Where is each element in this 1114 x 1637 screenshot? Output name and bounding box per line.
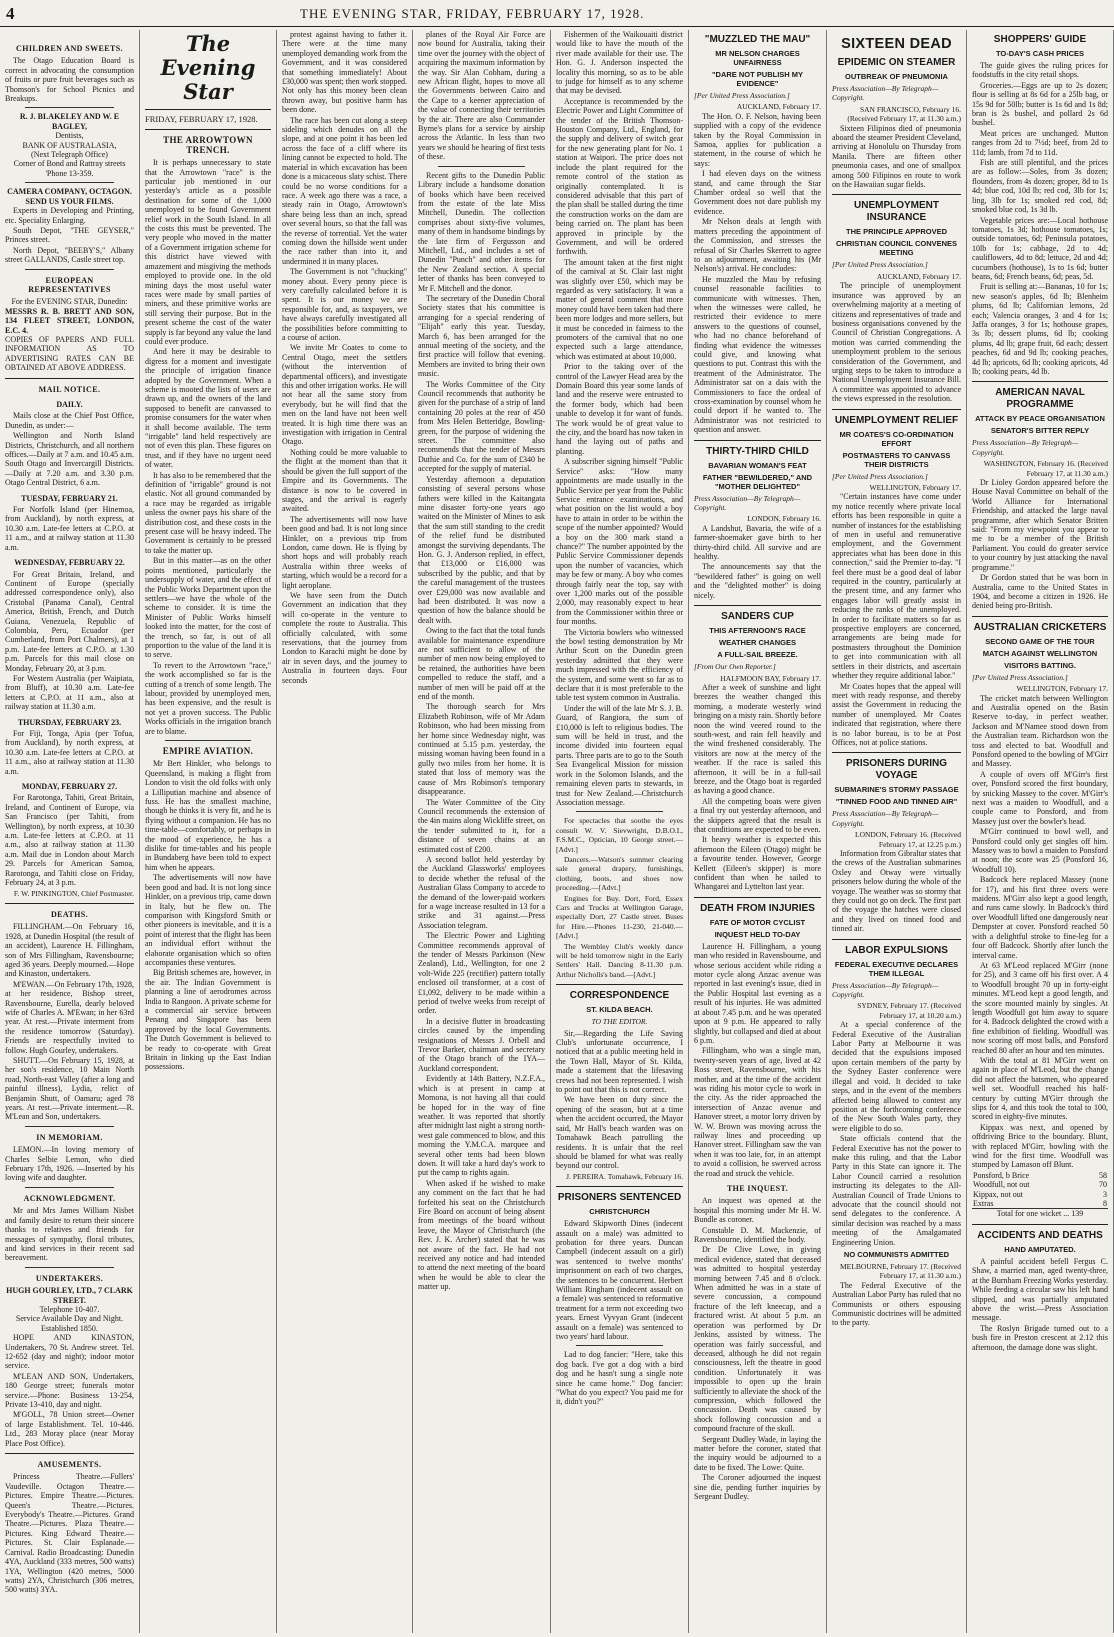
advertisement: Dancers.—Watson's summer clearing sale general drapery, furnishings, clothing, boots, and shoes now proceeding.—[Advt.] [556, 854, 683, 893]
relief-subtitle: POSTMASTERS TO CANVASS THEIR DISTRICTS [842, 450, 951, 469]
guide-paragraph: Fruit is selling at:—Bananas, 10 for 1s; new season's apples, 6d lb; Blenheim plums, 6d lb; Californian lemons, 2d each; Valencia oranges, 3 and 4 for 1s; Jaffa oranges, 3 for 1s; hothouse grapes, 3s lb; dessert plums, 6d lb; cooking plums, 4d lb; grape fruit, 6d each; dessert peaches, 6d and 9d lb; cooking peaches, 4d lb; apricots, 6d lb; cooking apricots, 4d lb; cooking pears, 4d lb. [972, 282, 1108, 376]
scorecard-row: Woodfull, not out 70 [973, 1180, 1107, 1190]
news-paragraph: A couple of overs off M'Girr's first over, Ponsford scored the first boundary, by snicking Massey to the cover. M'Girr's next was a maiden to Woodfull, and a couple came to Ponsford, and from Massey just over the bowler's head. [972, 769, 1108, 826]
column-2 [140, 30, 277, 1633]
source-line: Press Association—By Telegraph—Copyright. [832, 980, 939, 1000]
news-paragraph: "Certain instances have come under my notice recently where private local efforts has been responsible in quite a number of instances for the establishing of men in useful and remunerative employment, and the Government appreciates what has been done in this connection," said the Premier to-day. "I feel there must be a good deal of labor required in the country, particularly at the present time, and any farmer who engages labor will greatly assist in reducing the ranks of the unemployed. In order to facilitate matters so far as prospective employers are concerned, arrangements are being made for postmasters throughout the Dominion to get into communication with all settlers in their districts, and ascertain whether they require additional labor." [832, 492, 961, 681]
muzzled-quote: "DARE NOT PUBLISH MY EVIDENCE" [711, 70, 804, 88]
news-paragraph: Mr Coates hopes that the appeal will meet with ready response, and thereby assist the Government in reducing the number of unemployed. Mr Coates indicated that registration, where there is no labor bureau, is to be at Post Offices, not at police stations. [832, 681, 961, 747]
news-paragraph: All the competing boats were given a final try out yesterday afternoon, and the skippers agreed that the result is that conditions are expected to be even. [694, 796, 821, 834]
scorecard-row: Kippax, not out 3 [973, 1189, 1107, 1199]
blakeley-ad: R. J. BLAKELEY AND W. E BAGLEY, Dentists, BANK OF AUSTRALASIA, (Next Telegraph Office) Corner of Bond and Rattray streets 'Phone 13-359. [13, 112, 126, 178]
children-text: The Otago Education Board is correct in advocating the consumption of fruits or pure fruit beverages such as Thomson's for School Picnics and Breakups. [5, 56, 134, 104]
acknowledgment-section: ACKNOWLEDGMENT. Mr and Mrs James William Nisbet and family desire to return their sincere thanks to relatives and friends for messages of sympathy, floral tributes, and kind services in their recent sad bereavement. [5, 1193, 134, 1263]
news-paragraph: Fishermen of the Waikouaiti district would like to have the mouth of the river made available for their use. The Hon. G. J. Anderson inspected the locality this morning, so as to be able to judge for himself as to any scheme that may be devised. [556, 30, 683, 96]
news-paragraph: Sergeant Dudley Wade, in laying the matter before the coroner, stated that the inquiry would be adjourned to a date to be fixed. The Lowe: Quite. [694, 1434, 821, 1472]
thirty-third-quote: FATHER "BEWILDERED," AND "MOTHER DELIGHTED" [702, 472, 813, 491]
aviation-paragraph: Big British schemes are, however, in the air. The Indian Government is planning a line of aerodromes across India to Rangoon. A private scheme for a commercial air service between Penang and Singapore has been approved by the local Governments. The Dutch Government is believed to be ready to co-operate with Great Britain in linking up the East Indian possessions. [145, 968, 271, 1072]
sanders-subtitle: WEATHER CHANGES [719, 638, 796, 648]
column-5 [551, 30, 689, 1633]
news-paragraph: It heavy weather is expected this afternoon the Eileen (Otago) might be a favourite tender. However, George Kellett (Eileen's skipper) is more confident than when he sailed to Whangarei and Lyttelton last year. [694, 835, 821, 892]
column-7 [827, 30, 967, 1633]
letter-paragraph: We have been on duty since the opening of the season, but at a time when the accident occurred, the Mayor said, Mr Hall's beach warden was on Tomahawk Beach patrolling the residents. It is unfair that the reel should be blamed for what was really beyond our control. [556, 1095, 683, 1171]
unemployment-subtitle: CHRISTIAN COUNCIL CONVENES MEETING [835, 239, 958, 258]
accidents-title: ACCIDENTS AND DEATHS [977, 1229, 1103, 1241]
dateline: WASHINGTON, February 16. (Received February 17, at 11.30 a.m.) [983, 459, 1108, 478]
naval-subtitle: ATTACK BY PEACE ORGANISATION [975, 414, 1105, 424]
dateline: AUCKLAND, February 17. [876, 271, 961, 281]
inquest-title: THE INQUEST. [726, 1184, 789, 1193]
prisoners-sentenced-subtitle: CHRISTCHURCH [589, 1207, 650, 1217]
sixteen-subtitle: OUTBREAK OF PNEUMONIA [845, 72, 948, 81]
injuries-subtitle: INQUEST HELD TO-DAY [714, 929, 801, 939]
accidents-subtitle: HAND AMPUTATED. [1004, 1244, 1076, 1254]
source-line: [Per United Press Association.] [694, 91, 790, 100]
labor-expulsions-title: LABOR EXPULSIONS [845, 944, 948, 956]
source-line: [Per United Press Association.] [972, 672, 1068, 682]
amusements-section: AMUSEMENTS. Princess Theatre.—Fullers' Vaudeville. Octagon Theatre.—Pictures. Empire Theatre.—Pictures. Queen's Theatre.—Pictures. Everybody's Theatre.—Pictures. Grand Theatre.—Pictures. Plaza Theatre.—Pictures. King Edward Theatre.—Pictures. St. Clair Esplanade.—Carnival. Radio Broadcasting: Dunedin 4YA, Auckland (333 metres, 500 watts) 1YA, Wellington (420 metres, 5000 watts) 2YA, Christchurch (306 metres, 500 watts) 3YA. [5, 1460, 134, 1595]
news-paragraph: The principle of unemployment insurance was approved by an overwhelming majority at a meeting of citizens and representatives of trade and business organisations convened by the Council of Christian Congregations. A motion was carried commending the unemployment problem to the serious consideration of the Government, and urging steps to be taken to introduce a National Unemployment Insurance Bill. A committee was appointed to advance the views expressed in the resolution. [832, 281, 961, 404]
guide-paragraph: Groceries.—Eggs are up to 2s dozen; flour is selling at 8s 6d for a 25lb bag, or 15s 9d for 50lb; butter is 1s 6d and 1s 8d; bran is 2s bushel, and pollard 2s 6d bushel. [972, 80, 1108, 128]
no-communists-title: NO COMMUNISTS ADMITTED [843, 1250, 950, 1259]
source-line: Press Association—By Telegraph—Copyright. [832, 84, 939, 103]
article-paragraph: The race has been cut along a steep sideling which denudes on all the slope, and at one point it has been led across the face of a cliff where its lining cannot be expected to hold. The material in which excavation has been done is a micaceous slaty schist. There could be no worse conditions for a race. A week ago there was a race, a steady rain in Otago, Arrowtown's share being less than an inch, spread over several hours, so that the fall was the reverse of torrential. Yet the water coming down the hillside went under the race rather than into it, and undermined it in many places. [282, 115, 407, 266]
aviation-paragraph: The advertisements will now have been good and bad. It is not long since Hinkler, on a previous trip, came down in Italy, but he flew on. The comparison with Kingsford Smith or other pioneers is inevitable, and it is a point of interest that the flight has been an individual effort without the elaborate organisation which so often accompanies these ventures. [145, 873, 271, 967]
source-line: [From Our Own Reporter.] [694, 662, 776, 672]
shoppers-guide-title: SHOPPERS' GUIDE [993, 34, 1087, 45]
news-paragraph: Dr De Clive Lowe, in giving medical evidence, stated that deceased was admitted to hospital yesterday morning between 7.45 and 8 o'clock. When admitted he was in a state of severe concussion, a compound fracture of the left kneecap, and a fractured wrist. At about 5 p.m. an operation was performed by Dr Jenkins, assisted by witness. The operation was fairly successful, and deceased, although he did not regain consciousness, left the theatre in good condition. Unfortunately it was impossible to open up the brain sufficiently to alleviate the shock of the compression, which followed the concussion. Death was caused by shock following concussion and a compound fracture of the skull. [694, 1245, 821, 1434]
aviation-paragraph: Mr Bert Hinkler, who belongs to Queensland, is making a flight from London to visit the old folks with only a Lilliputian machine and absence of fuss. He has the smallest machine, though he thinks it is very fit, and he is flying without a companion. He has no time-table—comfortably, or perhaps in the mood of experience, he has a dislike for time-tables and his people in Bundaberg have been told to expect him when he appears. [145, 759, 271, 872]
dateline: SYDNEY, February 17. (Received February 17, at 10.20 a.m.) [857, 1001, 961, 1020]
news-paragraph: Information from Gibraltar states that the crews of the Australian submarines Oxley and Otway were virtually prisoners below during the whole of the voyage. The weather was so stormy that they could not go on deck. The first part of the voyage the hatches were closed and they lived on tinned food and tinned air. [832, 848, 961, 934]
sanders-cup-title: SANDERS CUP [721, 611, 794, 623]
guide-paragraph: Fish are still plentiful, and the prices are as follow:—Soles, from 3s dozen; flounders, from 4s dozen; groper, 8d to 1s 4d; blue cod, 10d lb; red cod, 3lb for 1s; ling, 3lb for 1s; smoked red cod, 8d; smoked blue cod, 1s 3d lb. [972, 158, 1108, 215]
unemployment-insurance-title: UNEMPLOYMENT INSURANCE [854, 200, 939, 224]
cricket-subtitle: MATCH AGAINST WELLINGTON [982, 648, 1098, 658]
article-paragraph: protest against having to father it. There were at the time many unemployed demanding work from the Government, and it was considered that something immediately! About £30,000 was spent; then work stopped. Not only has this money been clean thrown away, but positive harm has been done. [282, 30, 407, 115]
labor-subtitle: FEDERAL EXECUTIVE DECLARES THEM ILLEGAL [834, 959, 959, 978]
advertisement: Engines for Buy. Dort, Ford, Essex Cars and Trucks at Wellington Garage, especially Dort, 27 Castle street. Buses for Hire.—Phones 11-230, 21-040.—[Advt.] [556, 893, 683, 941]
news-paragraph: The Hon. O. F. Nelson, having been supplied with a copy of the evidence taken by the Royal Commission in Samoa, applies for publication a statement, in the course of which he says: [694, 111, 821, 168]
naval-subtitle: SENATOR'S BITTER REPLY [990, 426, 1090, 436]
running-head: THE EVENING STAR, FRIDAY, FEBRUARY 17, 1928. [300, 6, 645, 21]
column-4 [413, 30, 551, 1633]
death-injuries-title: DEATH FROM INJURIES [700, 902, 815, 914]
aviation-title: EMPIRE AVIATION. [162, 746, 254, 756]
news-paragraph: A painful accident befell Fergus C. Shaw, a married man, aged twenty-three, at the Burnham Freezing Works yesterday. While feeding a circular saw his left hand slipped, and was partially amputated above the wrist.—Press Association message. [972, 1256, 1108, 1323]
news-paragraph: Badcock here replaced Massey (none for 17), and his first three overs were maidens. M'Girr also kept a good length, and runs came slowly. In Badcock's third over Woodfull lifted one dangerously near Dempster at cover. Ponsford reached 50 with a delightful stroke to fine-leg for a four off Badcock. Shortly after lunch the interval came. [972, 875, 1108, 960]
letter-paragraph: Sir,—Regarding the Life Saving Club's unfortunate occurrence, I noticed that at a public meeting held in the Town Hall, Mayor of St. Kilda, made a statement that the lifesaving crews had not been represented. I wish to point out that this is not correct. [556, 1028, 683, 1095]
news-paragraph: planes of the Royal Air Force are now bound for Australia, taking their time over the journey with the object of acquiring the maximum information by the way. Sir Alan Cobham, during a new African flight, hopes to move all the Governments between Cairo and the Cape to a keener appreciation of the value of connecting their territories by the air. There are also Commander Byrne's plans for a service by airship across the Atlantic. In less than two years we should be hearing of first tests of these. [418, 30, 545, 162]
dateline: SAN FRANCISCO, February 16. (Received February 17, at 11.30 a.m.) [847, 104, 961, 124]
dateline: LONDON, February 16. (Received February 17, at 12.25 p.m.) [854, 830, 961, 849]
camera-ad: CAMERA COMPANY, OCTAGON. SEND US YOUR FILMS. Experts in Developing and Printing, etc. Speciality Enlarging. South Depot, "THE GEYSER," Princes street. North Depot, "BEEBY'S," Albany street GALLANDS, Castle street top. [5, 187, 134, 265]
news-paragraph: The amount taken at the first night of the carnival at St. Clair last night was slightly over £50, which may be regarded as very satisfactory. It was a matter of general comment that more money could have been taken had there been more lodges and more sellers, but it must be conceded in fairness to the promoters of the carnival that no one expected such a large attendance, which was estimated at about 10,000. [556, 257, 683, 361]
memoriam-section: IN MEMORIAM. LEMON.—In loving memory of Charles Selbie Lemon, who died February 17th, 1926. —Inserted by his loving wife and daughter. [5, 1132, 134, 1183]
injuries-subtitle: FATE OF MOTOR CYCLIST [709, 917, 806, 927]
news-paragraph: The thorough search for Mrs Elizabeth Robinson, wife of Mr Adam Robinson, who had been missing from her home since Wednesday night, was continued at 5.15 p.m. yesterday, the missing woman having been found in a gully two miles from her home. It is stated that loss of memory was the cause of Mrs Robinson's temporary disappearance. [418, 702, 545, 797]
thirty-third-subtitle: BAVARIAN WOMAN'S FEAT [708, 460, 807, 470]
news-paragraph: Sixteen Filipinos died of pneumonia aboard the steamer President Cleveland, arriving at Honolulu on Thursday from Manila. There are fifteen other pneumonia cases, and one of smallpox among 500 Filipinos en route to work on the Hawaiian sugar fields. [832, 123, 961, 190]
children-title: CHILDREN AND SWEETS. [16, 44, 123, 53]
news-paragraph: Laurence H. Fillingham, a young man who resided in Ravensbourne, and whose serious accident while riding a motor cycle along Anzac avenue was reported in last evening's issue, died in the Public Hospital last evening as a result of his injuries. He was admitted at about 7.45 p.m. and he was operated upon at 9 p.m. He appeared to rally slightly, but collapsed and died at about 6 p.m. [694, 941, 821, 1045]
news-paragraph: A subscriber signing himself "Public Service" asks: "How many appointments are made usually in the Public Service per year from the Public Service entrance examinations, and what position on the list would a boy have to attain in order to be within the scope of the number appointed? Would a boy on the 300 mark stand a chance?" The number appointed by the Public Service Commissioner depends upon the number of vacancies, which may be few or many. A boy who comes through fairly near the top, say with over 1,200 marks out of the possible 2,000, may reasonably expect to hear from the Commissioner within three or four months. [556, 457, 683, 627]
guide-subtitle: TO-DAY'S CASH PRICES [995, 49, 1085, 58]
news-paragraph: Acceptance is recommended by the Electric Power and Light Committee of the tender of the British Thomson-Houston Company, Ltd., England, for the supply and delivery of switch gear for the new generating plant for No. 1 station at Waipori. The price does not include the plant required for the remote control of the station as originally contemplated. It is considered advisable that this part of the plan shall be stalled during the time the construction works on the dam are being carried on. The plant has been approved in principle by the Government, and will be ordered forthwith. [556, 96, 683, 257]
news-paragraph: Prior to the taking over of the control of the Lawyer Head area by the Domain Board this year some lands of land and the reserve were entrusted to the former body, which had been unable to develop it for want of funds. The work would be of great value to the city, and the board has now taken in hand the laying out of paths and planting. [556, 362, 683, 456]
muzzled-subtitle: MR NELSON CHARGES UNFAIRNESS [715, 49, 800, 67]
dateline: AUCKLAND, February 17. [736, 102, 821, 112]
news-paragraph: At a special conference of the Federal Executive of the Australian Labor Party at Melbourne it was decided that the expulsions imposed upon certain members of the party by the Sydney Easter conference were illegal and void. It decided to take steps, and in the event of the members affected being allowed to contest any position at the forthcoming conference of the New South Wales party, they were eligible to do so. [832, 1020, 961, 1133]
source-line: Press Association—By Telegraph—Copyright. [972, 438, 1079, 457]
news-paragraph: Evidently at 14th Battery, N.Z.F.A., which is at present in camp at Momona, is not having all that could be hoped for in the way of fine weather. It was reported that shortly after midnight last night a strong north-west gale commenced to blow, and this morning the Y.M.C.A. marquee and several other tents had been blown down. It will take a hard day's work to put the camp to rights again. [418, 1074, 545, 1178]
naval-programme-title: AMERICAN NAVAL PROGRAMME [995, 387, 1085, 411]
prisoners-sentenced-title: PRISONERS SENTENCED [557, 1192, 682, 1204]
column-1 [0, 30, 140, 1633]
article-paragraph: The advertisements will now have been good and bad. It is not long since Hinkler, on a previous trip from London, came down. He is flying by short hops and will probably reach Australia within three weeks of starting, which would be a record for a light aeroplane. [282, 514, 407, 590]
news-paragraph: The Victoria bowlers who witnessed the bowl testing demonstration by Mr Arthur Scott on the Dunedin green yesterday admitted that they were much impressed with the efficiency of the system, and some went so far as to declare that it is most preferable to the table test system common in Australia. [556, 627, 683, 703]
mail-notice: MAIL NOTICE. DAILY. Mails close at the Chief Post Office, Dunedin, as under:— Wellington and North Island Districts, Christchurch, and all northern offices.—Daily at 7 a.m. and 10.45 a.m. South Otago and Invercargill Districts.—Daily at 7.20 a.m. and 3.30 p.m. Otago Central District, 6 a.m. TUESDAY, FEBRUARY 21. For Norfolk Island (per Hinemoa, from Auckland), by north express, at 10.30 a.m. Late-fee letters at C.P.O. at 11 a.m., and at railway station at 11.30 a.m. WEDNESDAY, FEBRUARY 22. For Great Britain, Ireland, and Continent of Europe (specially addressed correspondence only), also Cristobal (Panama Canal), Central America, British, French, and Dutch Guiana, Venezuela, Republic of Colombia, Peru, Ecuador (per Cumberland, from Port Chalmers), at 1 p.m. Late-fee letters at C.P.O. at 1.30 p.m. Parcels for this mail close on Monday, February 20, at 3 p.m. For Western Australia (per Waipiata, from Bluff), at 10.30 a.m. Late-fee letters at C.P.O. at 11 a.m., also at railway station at 11.30 a.m. THURSDAY, FEBRUARY 23. For Fiji, Tonga, Apia (per Tofua, from Auckland), by north express, at 10.30 a.m. Late-fee letters at C.P.O. at 11 a.m., also at railway station at 11.30 a.m. MONDAY, FEBRUARY 27. For Rarotonga, Tahiti, Great Britain, Ireland, and Continent of Europe, via San Francisco (per Tahiti, from Wellington), by north express, at 10.30 a.m. Late-fee letters at C.P.O. at 11 a.m., also at railway station at 11.30 a.m. Mail due in London about March 29. Parcels for American Samoa, Rarotonga, and Tahiti close on Friday, February 24, at 3 p.m. F. W. PINKINGTON, Chief Postmaster. [5, 384, 134, 898]
prisoners-subtitle: SUBMARINE'S STORMY PASSAGE [834, 785, 959, 795]
relief-subtitle: MR COATES'S CO-ORDINATION EFFORT [839, 429, 954, 448]
news-paragraph: The Roslyn Brigade turned out to a bush fire in Preston crescent at 2.12 this afternoon, the damage done was slight. [972, 1323, 1108, 1352]
news-paragraph: Kippax was next, and opened by offdriving Brice to the boundary. Blunt, with replaced M'Girr, bowling with the wind for the first time. Woodfull was stumped by Lamason off Blunt. [972, 1122, 1108, 1170]
thirty-third-title: THIRTY-THIRD CHILD [706, 445, 809, 457]
scorecard-total: Total for one wicket ... 139 [972, 1208, 1108, 1218]
muzzled-title: "MUZZLED THE MAU" [704, 34, 811, 45]
news-paragraph: After a week of sunshine and light breezes the weather changed this morning, a moderate westerly wind bringing on a misty rain. Shortly before noon the wind veered round to the south-west, and rain fell heavily and the wind freshened considerably. The visitors are now at the mercy of the weather. If the race is sailed this afternoon, it will be in a full-sail breeze, and the Otago boat is regarded as having a good chance. [694, 682, 821, 796]
deaths-section: DEATHS. FILLINGHAM.—On February 16, 1928, at Dunedin Hospital (the result of an accident), Laurence H. Fillingham, son of Mrs Fillingham, Ravensbourne; aged 36 years. Deeply mourned.—Hope and Kinaston, undertakers. M'EWAN.—On February 17th, 1928, at her residence, Bishop street, Ravensbourne, Eurella, dearly beloved wife of Charles A. M'Ewan; in her 63rd year. At rest.—Private interment from the residence tomorrow (Saturday). Friends are respectfully invited to follow. Hugh Gourley, undertakers. SHUTT.—On February 15, 1928, at her son's residence, 10 Main North road, North-east Valley (after a long and painful illness), Lydia, relict of Benjamin Shutt, of Oamaru; aged 78 years. At rest.—Private interment.—R. M'Lean and Son, undertakers. [5, 909, 134, 1122]
news-paragraph: The Federal Executive of the Australian Labor Party has ruled that no Communists or others espousing Communistic doctrines will be admitted to the party. [832, 1280, 961, 1328]
news-paragraph: In a decisive flutter in broadcasting circles caused by the impending resignations of Messrs J. Orbell and Trevor Barker, chairman and secretary of the Otago branch of the IYA—Auckland correspondent. [418, 1016, 545, 1073]
news-paragraph: The Electric Power and Lighting Committee recommends approval of the tender of Messrs Parkinson (New Zealand), Ltd., Wellington, for one 2 volt-Wide 225 (rectifier) pattern totally enclosed oil transformer, at a cost of £1,092, delivery to be made within a period of twelve weeks from receipt of order. [418, 931, 545, 1016]
cricketers-title: AUSTRALIAN CRICKETERS [973, 621, 1107, 633]
sanders-subtitle: THIS AFTERNOON'S RACE [709, 626, 806, 636]
correspondence-to: TO THE EDITOR. [591, 1017, 648, 1027]
page-number: 4 [6, 4, 15, 23]
source-line: [Per United Press Association.] [832, 471, 928, 481]
scorecard-row: Ponsford, b Brice 58 [973, 1170, 1107, 1180]
advertisement: For spectacles that soothe the eyes consult W. V. Sievwright, D.B.O.I., F.S.M.C., Optician, 10 George street.—[Advt.] [556, 816, 683, 854]
guide-paragraph: The guide gives the ruling prices for foodstuffs in the city retail shops. [972, 61, 1108, 80]
cricket-subtitle: SECOND GAME OF THE TOUR [985, 636, 1095, 646]
news-paragraph: The announcements say that the "bewildered father" is going on well and the "delighted mother" is doing nicely. [694, 562, 821, 600]
article-paragraph: We have seen from the Dutch Government an indication that they will co-operate in the venture to complete the route to Australia. This officially calculated, with some reservations, that the journey from London to Karachi might be done by air in seven days, and the journey to Australia in fourteen days. Four seconds [282, 590, 407, 685]
news-paragraph: The cricket match between Wellington and Australia opened on the Basin Reserve to-day, in perfect weather. Jackson and M'Namee stood down from the Australian team. Richardson won the toss and elected to bat. Woodfull and Ponsford opened to the bowling of M'Girr and Massey. [972, 693, 1108, 769]
advertisement: The Wembley Club's weekly dance will be held tomorrow night in the Early Settlers' Hall. Dancing 8-11.30 p.m. Arthur Nicholls's band.—[Advt.] [556, 941, 683, 979]
news-paragraph: Mr Nelson deals at length with matters preceding the appointment of the Commission, and stresses the refusal of Sir Charles Skerrett to agree to an adjournment, awaiting his (Mr Nelson's) arrival. He concludes: [694, 217, 821, 274]
news-paragraph: Fillingham, who was a single man, twenty-seven years of age, lived at 42 Ross street, Ravensbourne, with his mother, and at the time of the accident was riding his motor cycle to work in the city. As the rider approached the intersection of Anzac avenue and Hanover street, a motor lorry driven by W. W. Brown was moving across the railway lines and proceeding up Hanover street. Fillingham saw the van when it was too late, for, in an attempt to avoid a collision, he swerved across the road and struck the vehicle. [694, 1046, 821, 1178]
article-paragraph: We invite Mr Coates to come to Central Otago, meet the settlers (without the intervention of departmental officers), and investigate this and other irrigation works. He will not hear all the same story from everybody, but he will find that the men on the land have not been well treated. It is high time there was an investigation with irrigation in Central Otago. [282, 343, 407, 447]
leader-paragraph: It has also to be remembered that the definition of "irrigable" ground is not elastic. Not all ground commanded by a race may be regarded as irrigable unless the owner pays his share of the distribution cost, and these costs in the present case will be heavy indeed. The Government is certainly to be pressed to take the matter up. [145, 470, 271, 555]
news-paragraph: Owing to the fact that the total funds available for maintenance expenditure are not sufficient to allow of the number of men now being employed to be retained, the authorities have been compelled to reduce the staff, and a number of men will be paid off at the end of the month. [418, 626, 545, 702]
leader-paragraph: It is perhaps unnecessary to state that the Arrowtown "race" is the particular job mentioned in our yesterday's article as a possible destination for some of the 1,000 unemployed to be found Government relief work in the South Island. In all the costs this must be prevented. The very people who moved in the matter of a Government irrigation scheme for this district have viewed with amazement and misgiving the methods employed to provide one. In the old mining days the most useful water races were made by small parties of miners, and these primitive works are still serving their purpose. But in the present scheme the cost of the water supply is far beyond any value the land could ever produce. [145, 158, 271, 346]
masthead [0, 0, 1114, 27]
source-line: Press Association—By Telegraph—Copyright. [694, 493, 801, 513]
column-6 [689, 30, 827, 1633]
prisoners-subtitle: "TINNED FOOD AND TINNED AIR" [835, 797, 958, 807]
unemployment-subtitle: THE PRINCIPLE APPROVED [846, 227, 947, 237]
news-paragraph: When asked if he wished to make any comment on the fact that he had forfeited his seat on the Christchurch Fire Board on account of being absent from meetings of the board without leave, the Mayor of Christchurch (the Rev. J. K. Archer) stated that he was not aware of the fact. He had not received any notice and had intended to attend the next meeting of the board when he would be able to clear the matter up. [418, 1178, 545, 1292]
news-paragraph: Under the will of the late Mr S. J. B. Guard, of Rangiora, the sum of £10,000 is left to religious bodies. The sum will be held in trust, and the income divided into fourteen equal parts. Three parts are to go to the South Sea Evangelical Mission for mission work in the Solomon Islands, and the remaining eleven parts to stewards, in trust for New Zealand.—Christchurch Association message. [556, 703, 683, 807]
guide-paragraph: Vegetable prices are:—Local hothouse tomatoes, 1s 3d; hothouse tomatoes, 1s; outside tomatoes, 6d; Peninsula potatoes, 10lb for 1s; cabbage, 2d to 4d; cauliflowers, 4d to 8d; lettuce, 2d and 4d; cucumbers (hothouse), 1s to 1s 6d; butter beans, 6d; French beans, 6d; peas, 5d. [972, 215, 1108, 281]
news-paragraph: He muzzled the Mau by refusing counsel reasonable facilities to communicate with witnesses. Then, when the witnesses were called, he restricted their evidence to mere answers to the questions of counsel, who had no chance beforehand of finding what evidence the witnesses could give, and knowing what questions to put. Contrast this with the treatment of the Administrator. The Administrator sat on a dais with the Commissioners to face the ordeal of cross-examination by counsel whom he could deport if he wanted to. The Administrator was not restricted to question and answer. [694, 274, 821, 435]
scorecard-row: Extras 8 [973, 1199, 1107, 1209]
news-paragraph: The Coroner adjourned the inquest sine die, pending further inquiries by Sergeant Dudley. [694, 1473, 821, 1501]
correspondence-subtitle: ST. KILDA BEACH. [586, 1005, 653, 1015]
news-paragraph: The Water Committee of the City Council recommends the extension of the 4in mains along Wickliffe street, on the tender submitted to it, for a distance of seven chains at an estimated cost of £200. [418, 797, 545, 854]
news-paragraph: State officials contend that the Federal Executive has not the power to make this ruling, and that the Labor Party in this State can ignore it. The Labor Council carried a resolution instructing its delegates to the All-Australian Council of Trade Unions to advocate that the council should not send delegates to the conference. A similar decision was reached by a mass meeting of the Amalgamated Engineering Union. [832, 1134, 961, 1247]
news-paragraph: Recent gifts to the Dunedin Public Library include a handsome donation of books which have been received from the estate of the late Miss Mitchell, Dunedin. The collection comprises about sixty-five volumes, many of them in handsome bindings by the late firm of Fergusson and Mitchell, Ltd., and includes a set of Dunedin "Punch" and other items for the New Zealand section. A special letter of thanks has been conveyed to Mr F. Mitchell and the donor. [418, 170, 545, 293]
source-line: Press Association—By Telegraph—Copyright. [832, 809, 939, 828]
news-paragraph: The secretary of the Dunedin Choral Society states that his committee is arranging for a special rendering of "Elijah" early this year. Tuesday, March 6, has been arranged for the annual meeting of the society, and the first practice will follow that evening. Members are invited to bring their own music. [418, 293, 545, 379]
news-paragraph: An inquest was opened at the hospital this morning under Mr H. W. Bundle as coroner. [694, 1196, 821, 1225]
sixteen-subtitle: EPIDEMIC ON STEAMER [837, 57, 956, 68]
news-paragraph: Yesterday afternoon a deputation consisting of several persons whose fathers were killed in the Kaitangata mine disaster forty-one years ago waited on the Minister of Mines to ask that the sum still standing to the credit of the relief fund be distributed amongst the surviving dependants. The Hon. G. J. Anderson replied, in effect, that £13,000 or £16,000 was subscribed by the public, and that by the careful management of the trustees over £29,000 was now available and had been distributed. It was now a question of how the balance should be dealt with. [418, 474, 545, 625]
news-paragraph: Edward Skipworth Dines (indecent assault on a male) was admitted to probation for three years. Duncan Campbell (indecent assault on a girl) was sentenced to twelve months' imprisonment on each of two charges, the sentences to be concurrent. Herbert William Ringham (indecent assault on a female) was sentenced to reformative treatment for a term not exceeding two years. Ernest Vyvyan Grant (indecent assault on a female) was sentenced to two years' hard labour. [556, 1219, 683, 1341]
news-paragraph: Dr Lioley Gordon appeared before the House Naval Committee on behalf of the World Alliance for International Friendship, and attacked the large naval programme, after which Senator Britten said: "From my viewpoint you appear to me to be a member of the British Parliament. You could do greater service to your country by just attacking the naval programme." [972, 478, 1108, 572]
leader-date: FRIDAY, FEBRUARY 17, 1928. [145, 114, 258, 124]
newspaper-flag: The Evening Star [160, 31, 256, 104]
article-paragraph: The Government is not "chucking" money about. Every penny piece is very carefully calculated before it is spent. It is our money we are responsible for, and, as taxpayers, we have always carefully investigated all the possibilities before committing to a course of action. [282, 267, 407, 342]
news-paragraph: I had eleven days on the witness stand, and came through the Star Chamber ordeal so well that the Government does not dare publish my evidence. [694, 169, 821, 216]
news-paragraph: Lad to dog fancier: "Here, take this dog back. I've got a dog with a bird dog and he hasn't sung a single note since he came home." Dog fancier: "What do you expect? You paid me for it, didn't you?" [556, 1350, 683, 1407]
sanders-subtitle: A FULL-SAIL BREEZE. [717, 650, 798, 660]
column-8 [967, 30, 1114, 1633]
undertakers-section: UNDERTAKERS. HUGH GOURLEY, LTD., 7 CLARK STREET. Telephone 10-407. Service Available Day and Night. Established 1850. HOPE AND KINASTON, Undertakers, 70 St. Andrew street. Tel. 12-652 (day and night); indoor motor service. M'LEAN AND SON, Undertakers, 180 George street; funerals motor service.—Phone: Business 13-254, Private 13-410, day and night. M'GOLL, 78 Union street—Owner of large Establishment. Tel. 10-446. Ltd., 283 Moray place (near Moray Place Post Office). [5, 1273, 134, 1448]
dateline: WELLINGTON, February 17. [1016, 684, 1108, 694]
dateline: WELLINGTON, February 17. [869, 482, 961, 492]
dateline: MELBOURNE, February 17. (Received February 17, at 11.30 a.m.) [839, 1262, 961, 1281]
correspondence-title: CORRESPONDENCE [569, 990, 670, 1002]
unemployment-relief-title: UNEMPLOYMENT RELIEF [834, 414, 959, 426]
scorecard-table [972, 1171, 1108, 1209]
leader-paragraph: And here it may be desirable to digress for a moment and investigate the principle of irrigation finance adopted by the Government. When a scheme is mooted the lists of users are drawn up, and the owners of the land supposed to benefit are canvassed to promise consumers for the water when it shall become available. The term "irrigable" land held respectively are not of even this plan. These figures on trust, and if they have no urgent need of water. [145, 347, 271, 470]
leader-paragraph: To revert to the Arrowtown "race," the work accomplished so far is the cutting of a trench of some length. The labour, provided by unemployed men, has been expensive, and the result is not yet a proven success. The Public Works officials in the irrigation branch are to blame. [145, 660, 271, 736]
dateline: LONDON, February 16. [747, 514, 821, 524]
news-paragraph: A second ballot held yesterday by the Auckland Glassworks' employees to decide whether the refusal of the Australian Glass Company to accede to the demand of the lower-paid workers for a wage increase resulted in 13 for a strike and 31 against.—Press Association telegram. [418, 854, 545, 930]
letter-signature: J. PEREIRA. Tomahawk, February 16. [566, 1171, 683, 1181]
news-paragraph: M'Girr continued to bowl well, and Ponsford could only get singles off him. Massey was to bowl a maiden to Ponsford at noon; the score was 25 (Ponsford 16, Woodfull 10). [972, 827, 1108, 874]
source-line: [Per United Press Association.] [832, 260, 928, 270]
column-3 [277, 30, 413, 1633]
dateline: HALFMOON BAY, February 17. [720, 673, 821, 683]
news-paragraph: A Landshut, Bavaria, the wife of a farmer-shoemaker gave birth to her thirty-third child. All survive and are healthy. [694, 523, 821, 562]
prisoners-voyage-title: PRISONERS DURING VOYAGE [845, 758, 948, 782]
news-paragraph: The Works Committee of the City Council recommends that authority be given for the purchase of a strip of land containing 20 poles at the rear of 450 from Mrs Helen Betteridge, Bowling-green, for the purpose of widening the street. The committee also recommends that the tender of Messrs Duthie and Co. for the sum of £340 be accepted for the supply of material. [418, 379, 545, 474]
sixteen-dead-title: SIXTEEN DEAD [841, 36, 952, 52]
news-paragraph: With the total at 81 M'Girr went on again in place of M'Leod, but the change did not affect the batsmen, who appeared well set. Woodfull reached his half-century by cutting M'Girr through the slips for 4, and this took the total to 100, scored in eighty-five minutes. [972, 1055, 1108, 1122]
leader-paragraph: But in this matter—as on the other points mentioned, particularly the undersupply of water, and the effect of the Public Works Department upon the settlers—we have the whole of the scheme to consider. It is time the Minister of Public Works himself looked into the matter, for the cost of the trench, so far, is out of all proportion to the value of the land it is to serve. [145, 556, 271, 660]
news-paragraph: Dr Gordon stated that he was born in Australia, came to the United States in 1904, and become a citizen in 1926. He denied being pro-British. [972, 573, 1108, 611]
leader-title: THE ARROWTOWN TRENCH. [163, 135, 253, 155]
european-reps: EUROPEAN REPRESENTATIVES For the EVENING STAR, Dunedin: MESSRS R. B. BRETT AND SON, 134 FLEET STREET, LONDON, E.C. 4. COPIES OF PAPERS AND FULL INFORMATION AS TO ADVERTISING RATES CAN BE OBTAINED AT ABOVE ADDRESS. [5, 275, 134, 373]
guide-paragraph: Meat prices are unchanged. Mutton ranges from 2d to 7½d; beef, from 2d to 11d; lamb, from 7d to 11d. [972, 128, 1108, 157]
cricket-subtitle: VISITORS BATTING. [1004, 660, 1076, 670]
article-paragraph: Nothing could be more valuable to the flight at the moment than that it should be given the full support of the Empire and its Governments. The distance is now to be covered in stages, and the arrival is eagerly awaited. [282, 447, 407, 514]
news-paragraph: At 63 M'Leod replaced M'Girr (none for 25), and 3 came off his first over. A 4 to Woodfull brought 70 up in forty-eight minutes. M'Leod kept a good length, and the score mounted mainly by singles. At length Woodfull got him away to square for 4. Badcock delighted the crowd with a fine exhibition of fielding. Woodfull was now scoring off most balls, and Ponsford reached 80 after an hour and ten minutes. [972, 960, 1108, 1055]
news-paragraph: Constable D. M. Mackenzie, of Ravensbourne, identified the body. [694, 1225, 821, 1245]
